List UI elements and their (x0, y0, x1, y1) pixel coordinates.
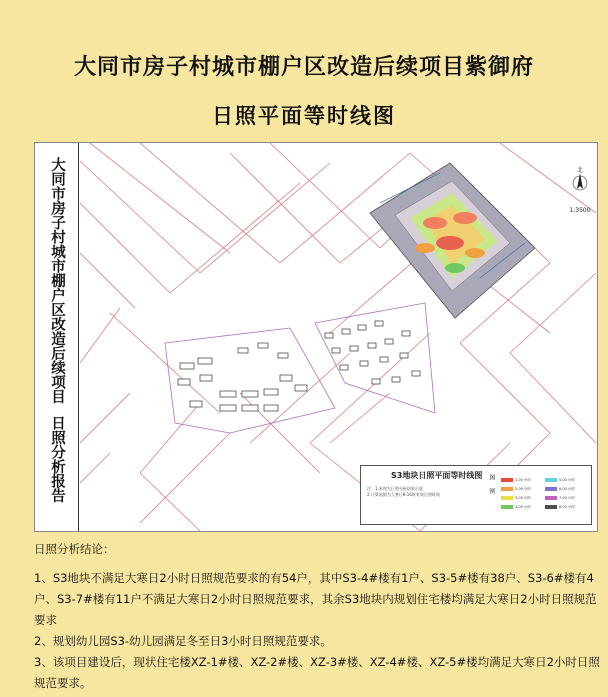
legend-swatch (545, 496, 557, 500)
legend-swatch (501, 505, 513, 509)
legend-level-label: 4.00 小时 (515, 505, 531, 509)
north-arrow-icon (573, 173, 587, 190)
legend-label: 图例 (488, 474, 495, 502)
legend-level-label: 6.00 小时 (559, 487, 575, 491)
s3-sunlight-analysis-block (370, 163, 535, 318)
legend-level-label: 2.00 小时 (515, 487, 531, 491)
sidebar-project-name: 大同市房子村城市棚户区改造后续项目 (49, 157, 65, 404)
legend-swatch (545, 487, 557, 491)
sheet-sidebar (35, 143, 79, 531)
legend-swatch (545, 505, 557, 509)
buildings-west (178, 343, 307, 411)
legend-swatch (501, 496, 513, 500)
legend-level-label: 7.00 小时 (559, 496, 575, 500)
north-label: 北 (576, 167, 583, 174)
conclusion-heading: 日照分析结论： (34, 542, 115, 556)
conclusion-item-1: 1、S3地块不满足大寒日2小时日照规范要求的有54户，其中S3-4#楼有1户、S3-5#楼有38户、S3-6#楼有4户、S3-7#楼有11户不满足大寒日2小时日照规范要求，其余S3地块内规划住宅楼均满足大寒日2小时日照规范要求 (34, 571, 597, 627)
conclusion-section (34, 539, 604, 694)
sidebar-vertical-title (42, 157, 72, 503)
page-title: 大同市房子村城市棚户区改造后续项目紫御府 (73, 55, 534, 80)
legend-title: S3地块日照平面等时线图 (391, 471, 483, 480)
conclusion-item-2: 2、规划幼儿园S3-幼儿园满足冬至日3小时日照规范要求。 (34, 634, 332, 648)
legend-swatch (501, 487, 513, 491)
legend-note-1: 注：1.本图为日照分析结果示意 (367, 486, 423, 491)
legend-level-label: 5.00 小时 (559, 478, 575, 482)
sidebar-report-name: 日照分析报告 (49, 415, 65, 503)
legend-swatch (545, 478, 557, 482)
site-plan-map (80, 143, 596, 531)
buildings-middle (325, 321, 420, 384)
legend-swatch (501, 478, 513, 482)
page-subtitle: 日照平面等时线图 (212, 104, 396, 128)
site-boundaries (165, 303, 435, 433)
legend-box (360, 465, 592, 525)
legend-level-label: 1.00 小时 (515, 478, 531, 482)
scale-label: 1:3500 (569, 207, 591, 214)
legend-note-2: 2.计算依据为大寒日8-16时有效日照时间 (367, 492, 440, 497)
legend-level-label: 8.00 小时 (559, 505, 575, 509)
legend-level-label: 3.00 小时 (515, 496, 531, 500)
legend-note (367, 486, 477, 498)
drawing-sheet (34, 142, 598, 532)
conclusion-item-3: 3、该项目建设后，现状住宅楼XZ-1#楼、XZ-2#楼、XZ-3#楼、XZ-4#楼、XZ-5#楼均满足大寒日2小时日照规范要求。 (34, 655, 600, 690)
